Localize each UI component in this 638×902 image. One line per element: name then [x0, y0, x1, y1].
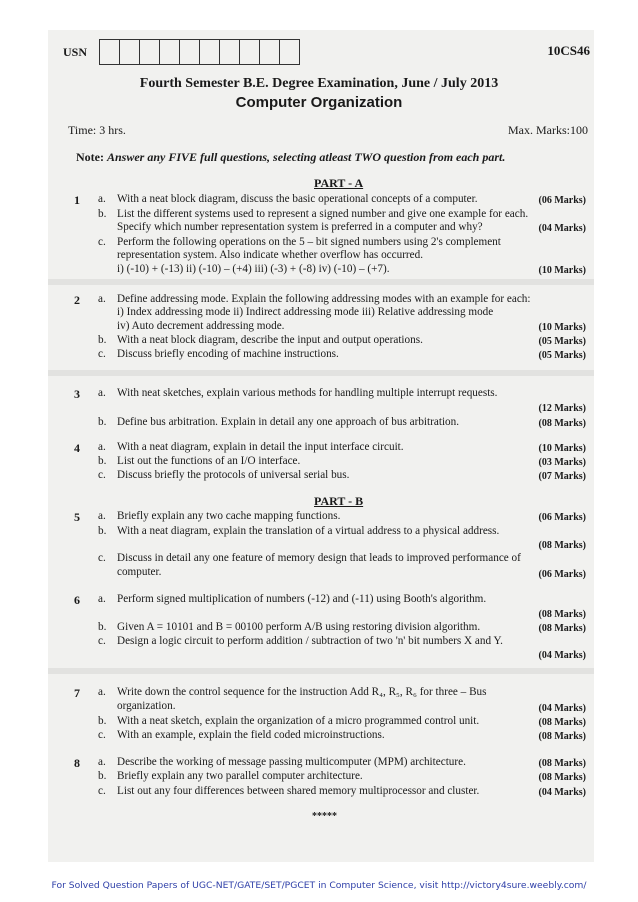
question-number: 3: [74, 387, 80, 401]
page-divider: [48, 370, 594, 376]
paper-code: 10CS46: [547, 43, 590, 58]
sub-label: c.: [98, 785, 106, 797]
question-text: Define addressing mode. Explain the following addressing modes with an example for each:: [117, 293, 531, 305]
part-a-heading: PART - A: [314, 176, 364, 190]
marks: (08 Marks): [538, 540, 586, 551]
sub-label: a.: [98, 756, 106, 768]
sub-label: c.: [98, 469, 106, 481]
sub-label: a.: [98, 593, 106, 605]
marks: (10 Marks): [538, 443, 586, 454]
marks: (07 Marks): [538, 471, 586, 482]
sub-label: b.: [98, 770, 107, 782]
marks: (04 Marks): [538, 703, 586, 714]
question-text: Design a logic circuit to perform addition / subtraction of two 'n' bit numbers X and Y.: [117, 635, 503, 647]
usn-box: [99, 39, 120, 65]
sub-label: a.: [98, 293, 106, 305]
usn-box: [139, 39, 160, 65]
question-text: representation system. Also indicate whether overflow has occurred.: [117, 249, 424, 261]
usn-box: [179, 39, 200, 65]
question-text: Perform signed multiplication of numbers (-12) and (-11) using Booth's algorithm.: [117, 593, 487, 605]
note-label: Note:: [76, 150, 104, 164]
usn-box: [279, 39, 300, 65]
question-number: 5: [74, 510, 80, 524]
question-text: With a neat diagram, explain in detail the input interface circuit.: [117, 441, 404, 453]
page-divider: [48, 668, 594, 674]
marks: (08 Marks): [538, 609, 586, 620]
end-of-paper-marker: *****: [312, 811, 337, 822]
sub-label: c.: [98, 635, 106, 647]
usn-box: [119, 39, 140, 65]
marks: (04 Marks): [538, 650, 586, 661]
sub-label: a.: [98, 193, 106, 205]
marks: (05 Marks): [538, 350, 586, 361]
usn-box: [199, 39, 220, 65]
question-text: Discuss in detail any one feature of memory design that leads to improved performance of: [117, 552, 521, 564]
question-text: List out any four differences between shared memory multiprocessor and cluster.: [117, 785, 480, 797]
question-text: With a neat diagram, explain the translation of a virtual address to a physical address.: [117, 525, 500, 537]
marks: (08 Marks): [538, 623, 586, 634]
marks: (08 Marks): [538, 418, 586, 429]
sub-label: b.: [98, 715, 107, 727]
question-text: iv) Auto decrement addressing mode.: [117, 320, 285, 332]
question-text: Perform the following operations on the 5 – bit signed numbers using 2's complement: [117, 236, 501, 248]
question-text: Define bus arbitration. Explain in detail any one approach of bus arbitration.: [117, 416, 460, 428]
marks: (04 Marks): [538, 223, 586, 234]
usn-box: [219, 39, 240, 65]
question-text: computer.: [117, 566, 162, 578]
marks: (08 Marks): [538, 717, 586, 728]
question-text: With a neat block diagram, discuss the basic operational concepts of a computer.: [117, 193, 478, 205]
question-number: 1: [74, 193, 80, 207]
question-number: 7: [74, 686, 80, 700]
marks: (05 Marks): [538, 336, 586, 347]
marks: (08 Marks): [538, 772, 586, 783]
footer-link-text: For Solved Question Papers of UGC-NET/GATE/SET/PGCET in Computer Science, visit http://victory4sure.weebly.com/: [51, 880, 587, 891]
question-number: 2: [74, 293, 80, 307]
sub-label: b.: [98, 621, 107, 633]
sub-label: b.: [98, 416, 107, 428]
question-text: List out the functions of an I/O interface.: [117, 455, 301, 467]
sub-label: a.: [98, 441, 106, 453]
question-text: Briefly explain any two parallel computer architecture.: [117, 770, 363, 782]
sub-label: c.: [98, 729, 106, 741]
usn-box: [239, 39, 260, 65]
marks: (06 Marks): [538, 512, 586, 523]
question-text: List the different systems used to represent a signed number and give one example for each.: [117, 208, 529, 220]
sub-label: b.: [98, 525, 107, 537]
question-number: 8: [74, 756, 80, 770]
question-text: Discuss briefly encoding of machine instructions.: [117, 348, 339, 360]
marks: (03 Marks): [538, 457, 586, 468]
question-text: Discuss briefly the protocols of universal serial bus.: [117, 469, 350, 481]
marks: (06 Marks): [538, 195, 586, 206]
marks: (08 Marks): [538, 731, 586, 742]
marks: (12 Marks): [538, 403, 586, 414]
usn-box: [259, 39, 280, 65]
marks: (08 Marks): [538, 758, 586, 769]
max-marks: Max. Marks:100: [508, 123, 588, 137]
marks: (10 Marks): [538, 265, 586, 276]
exam-title: Fourth Semester B.E. Degree Examination, June / July 2013: [139, 76, 499, 91]
question-text: Briefly explain any two cache mapping functions.: [117, 510, 341, 522]
page-divider: [48, 279, 594, 285]
subject-title: Computer Organization: [235, 94, 403, 111]
part-b-heading: PART - B: [314, 494, 364, 508]
sub-label: b.: [98, 334, 107, 346]
marks: (10 Marks): [538, 322, 586, 333]
question-text: With an example, explain the field coded microinstructions.: [117, 729, 385, 741]
sub-label: c.: [98, 348, 106, 360]
question-number: 4: [74, 441, 80, 455]
question-text: Describe the working of message passing multicomputer (MPM) architecture.: [117, 756, 466, 768]
question-text: i) Index addressing mode ii) Indirect addressing mode iii) Relative addressing mode: [117, 306, 494, 318]
sub-label: c.: [98, 236, 106, 248]
question-text: Write down the control sequence for the instruction Add R₄, R₅, R₆ for three – Bus: [117, 686, 487, 698]
sub-label: b.: [98, 455, 107, 467]
question-text: Given A = 10101 and B = 00100 perform A/B using restoring division algorithm.: [117, 621, 481, 633]
question-number: 6: [74, 593, 80, 607]
time-allowed: Time: 3 hrs.: [68, 123, 126, 137]
question-text: organization.: [117, 700, 176, 712]
marks: (04 Marks): [538, 787, 586, 798]
note-text: Answer any FIVE full questions, selecting atleast TWO question from each part.: [106, 150, 506, 164]
usn-boxes: [99, 39, 299, 65]
question-text: i) (-10) + (-13) ii) (-10) – (+4) iii) (-3) + (-8) iv) (-10) – (+7).: [117, 263, 390, 275]
sub-label: a.: [98, 686, 106, 698]
sub-label: b.: [98, 208, 107, 220]
marks: (06 Marks): [538, 569, 586, 580]
usn-box: [159, 39, 180, 65]
instructions-note: [76, 150, 505, 165]
question-text: Specify which number representation system is preferred in a computer and why?: [117, 221, 483, 233]
sub-label: a.: [98, 510, 106, 522]
question-text: With neat sketches, explain various methods for handling multiple interrupt requests.: [117, 387, 498, 399]
usn-label: USN: [63, 45, 88, 59]
sub-label: a.: [98, 387, 106, 399]
sub-label: c.: [98, 552, 106, 564]
question-text: With a neat sketch, explain the organization of a micro programmed control unit.: [117, 715, 480, 727]
question-text: With a neat block diagram, describe the input and output operations.: [117, 334, 423, 346]
